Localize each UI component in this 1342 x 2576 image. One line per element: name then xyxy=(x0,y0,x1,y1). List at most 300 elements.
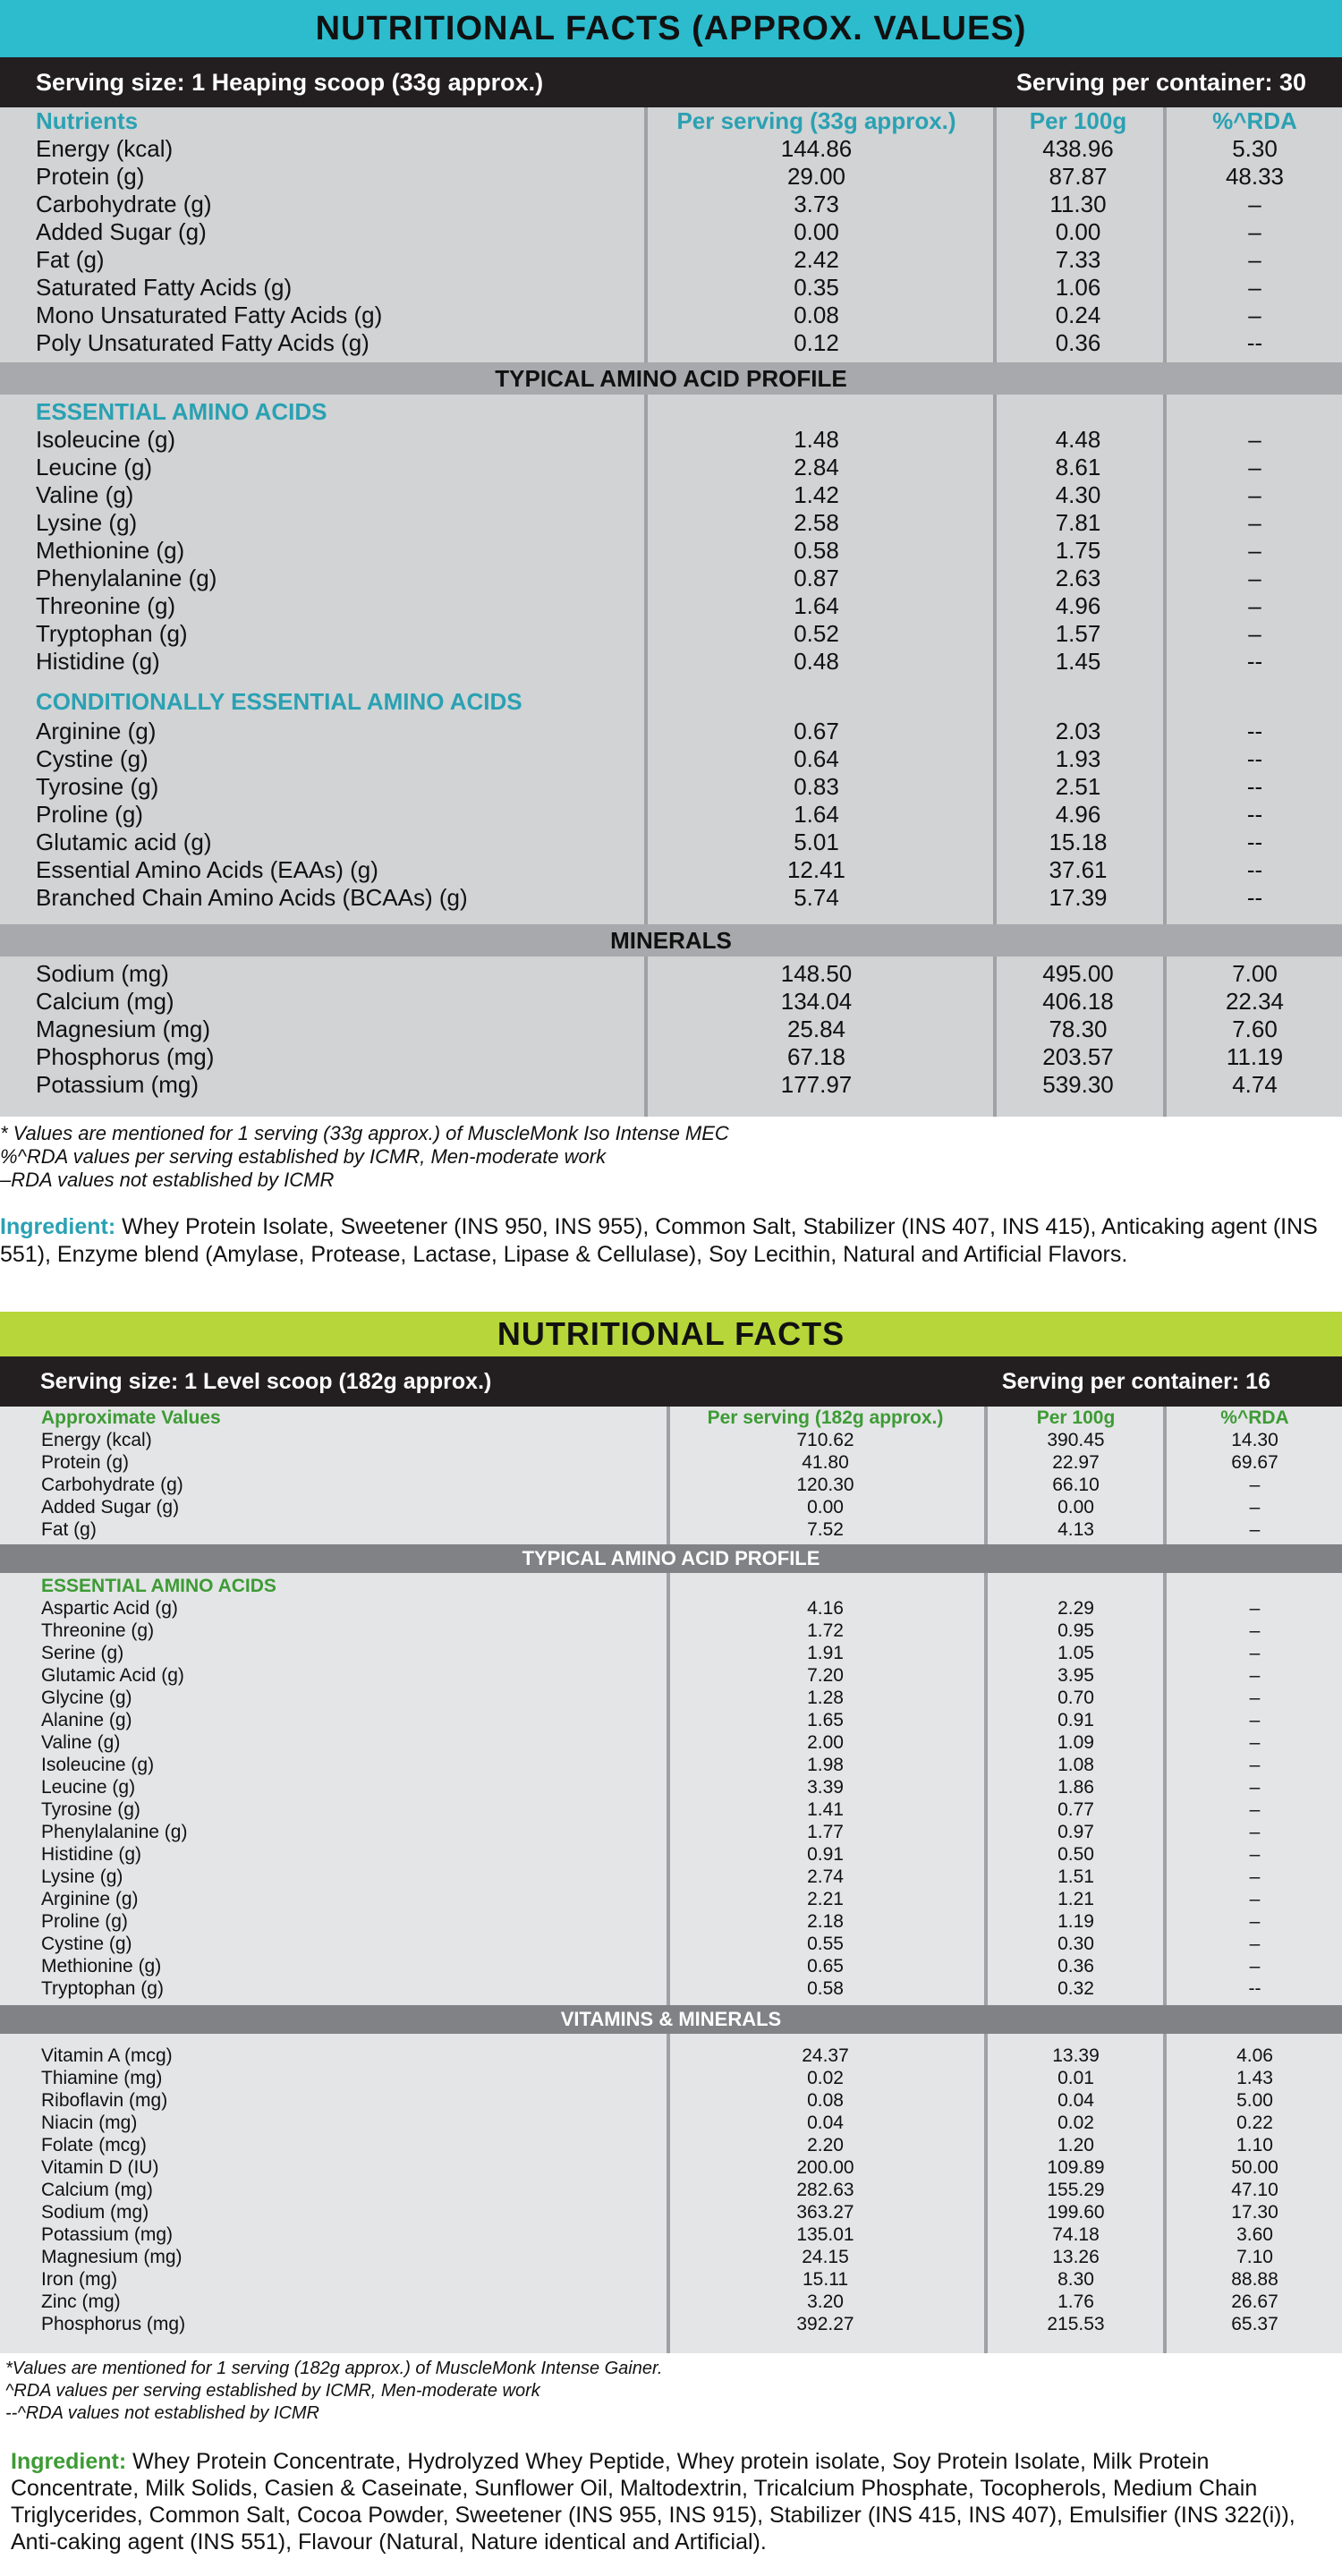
nutrient-name: Isoleucine (g) xyxy=(41,1754,155,1775)
table-row xyxy=(0,1977,1342,2000)
per-serving-value: 144.86 xyxy=(780,135,853,162)
table-row xyxy=(0,537,1342,565)
table-row xyxy=(0,1518,1342,1541)
per-100g-value: 495.00 xyxy=(1042,960,1114,987)
rda-value: -- xyxy=(1246,718,1263,744)
per-100g-value: 1.09 xyxy=(1057,1731,1094,1753)
nutrient-name: Vitamin A (mcg) xyxy=(41,2045,173,2066)
per-serving-value: 0.12 xyxy=(794,329,839,356)
rda-value: – xyxy=(1249,1776,1261,1798)
rda-value: – xyxy=(1248,274,1261,301)
table-row xyxy=(0,1798,1342,1821)
rda-value: – xyxy=(1249,1955,1261,1977)
per-100g-value: 13.26 xyxy=(1052,2246,1100,2267)
nutrient-name: Energy (kcal) xyxy=(36,135,174,162)
nutrient-name: Proline (g) xyxy=(41,1910,128,1932)
column-header: Nutrients xyxy=(36,107,139,134)
per-serving-value: 12.41 xyxy=(786,856,846,883)
per-100g-value: 4.48 xyxy=(1055,426,1101,453)
per-100g-value: 66.10 xyxy=(1052,1474,1100,1495)
nutrient-name: Magnesium (mg) xyxy=(41,2246,183,2267)
per-serving-value: 5.01 xyxy=(794,829,839,855)
per-serving-value: 7.52 xyxy=(807,1518,844,1540)
footnote-line: * Values are mentioned for 1 serving (33g approx.) of MuscleMonk Iso Intense MEC xyxy=(0,1122,729,1144)
per-100g-value: 0.32 xyxy=(1057,1977,1094,1999)
per-serving-value: 0.00 xyxy=(794,218,839,245)
per-100g-value: 0.36 xyxy=(1057,1955,1094,1977)
per-100g-value: 4.13 xyxy=(1057,1518,1094,1540)
nutrient-name: Glutamic acid (g) xyxy=(36,829,212,855)
rda-value: – xyxy=(1248,620,1261,647)
table-row xyxy=(0,2223,1342,2246)
per-serving-value: 1.64 xyxy=(794,592,839,619)
rda-value: 14.30 xyxy=(1231,1429,1278,1450)
per-100g-value: 1.21 xyxy=(1057,1888,1094,1909)
nutrient-name: Fat (g) xyxy=(41,1518,97,1540)
rda-value: – xyxy=(1248,302,1261,328)
rda-value: -- xyxy=(1246,648,1263,675)
table-row xyxy=(0,246,1342,274)
per-100g-value: 1.57 xyxy=(1055,620,1101,647)
column-header: Per 100g xyxy=(1036,1407,1116,1428)
per-100g-value: 78.30 xyxy=(1049,1016,1108,1042)
per-serving-value: 148.50 xyxy=(780,960,853,987)
nutrient-name: Niacin (mg) xyxy=(41,2112,138,2133)
rda-value: 11.19 xyxy=(1226,1043,1284,1070)
table-row xyxy=(0,856,1342,884)
nutrition-panel-iso-intense xyxy=(0,0,1342,1279)
per-serving-value: 282.63 xyxy=(796,2179,854,2200)
footnotes xyxy=(0,1122,729,1192)
per-serving-value: 0.83 xyxy=(794,773,839,800)
per-100g-value: 539.30 xyxy=(1042,1071,1114,1098)
table-row xyxy=(0,2067,1342,2089)
rda-value: – xyxy=(1249,1709,1261,1730)
per-100g-value: 22.97 xyxy=(1052,1451,1100,1473)
per-100g-value: 8.61 xyxy=(1055,454,1101,480)
per-serving-value: 29.00 xyxy=(786,163,846,190)
table-row xyxy=(0,2268,1342,2291)
per-serving-value: 0.65 xyxy=(807,1955,844,1977)
nutrient-name: Lysine (g) xyxy=(36,509,138,536)
per-100g-value: 1.51 xyxy=(1057,1866,1094,1887)
rda-value: 7.60 xyxy=(1232,1016,1278,1042)
table-row xyxy=(0,2201,1342,2223)
nutrient-name: Potassium (mg) xyxy=(41,2223,174,2245)
per-serving-value: 1.65 xyxy=(807,1709,844,1730)
nutrient-name: Threonine (g) xyxy=(36,592,176,619)
per-serving-value: 0.02 xyxy=(807,2067,844,2088)
rda-value: – xyxy=(1248,537,1261,564)
panel-title: NUTRITIONAL FACTS (APPROX. VALUES) xyxy=(0,0,1342,57)
rda-value: -- xyxy=(1246,329,1263,356)
nutrient-name: Lysine (g) xyxy=(41,1866,123,1887)
rda-value: – xyxy=(1249,1620,1261,1641)
per-100g-value: 0.00 xyxy=(1057,1496,1094,1518)
rda-value: – xyxy=(1249,1687,1261,1708)
rda-value: – xyxy=(1248,592,1261,619)
rda-value: -- xyxy=(1246,773,1263,800)
nutrient-name: Poly Unsaturated Fatty Acids (g) xyxy=(36,329,369,356)
nutrient-name: Thiamine (mg) xyxy=(41,2067,163,2088)
footnote-line: %^RDA values per serving established by ICMR, Men-moderate work xyxy=(0,1145,607,1168)
per-serving-value: 120.30 xyxy=(796,1474,854,1495)
per-serving-value: 710.62 xyxy=(796,1429,854,1450)
table-row xyxy=(0,1910,1342,1933)
rda-value: -- xyxy=(1246,745,1263,772)
nutrient-name: Glutamic Acid (g) xyxy=(41,1664,184,1686)
per-serving-value: 1.64 xyxy=(794,801,839,828)
per-100g-value: 1.75 xyxy=(1055,537,1101,564)
table-row xyxy=(0,1731,1342,1754)
nutrient-name: Protein (g) xyxy=(41,1451,130,1473)
table-row xyxy=(0,2134,1342,2156)
nutrient-name: Sodium (mg) xyxy=(41,2201,149,2223)
per-serving-value: 0.67 xyxy=(794,718,839,744)
per-100g-value: 155.29 xyxy=(1047,2179,1105,2200)
ingredient-label: Ingredient: xyxy=(11,2449,127,2474)
per-serving-value: 0.64 xyxy=(794,745,839,772)
table-row xyxy=(0,1709,1342,1731)
nutrient-name: Iron (mg) xyxy=(41,2268,118,2290)
nutrition-table xyxy=(0,107,1342,1117)
per-100g-value: 0.95 xyxy=(1057,1620,1094,1641)
per-serving-value: 0.08 xyxy=(807,2089,844,2111)
per-100g-value: 199.60 xyxy=(1047,2201,1105,2223)
per-serving-value: 2.58 xyxy=(794,509,839,536)
table-row xyxy=(0,1071,1342,1099)
rda-value: – xyxy=(1248,565,1261,591)
per-serving-value: 0.58 xyxy=(807,1977,844,1999)
per-serving-value: 3.20 xyxy=(807,2291,844,2312)
nutrient-name: Saturated Fatty Acids (g) xyxy=(36,274,293,301)
per-100g-value: 0.77 xyxy=(1057,1798,1094,1820)
table-row xyxy=(0,426,1342,454)
rda-value: – xyxy=(1249,1597,1261,1619)
nutrition-table xyxy=(0,1407,1342,2353)
rda-value: 48.33 xyxy=(1225,163,1285,190)
per-serving-value: 41.80 xyxy=(802,1451,849,1473)
table-row xyxy=(0,218,1342,246)
column-header-row xyxy=(0,107,1342,135)
per-serving-value: 1.42 xyxy=(794,481,839,508)
nutrient-name: Arginine (g) xyxy=(36,718,157,744)
per-100g-value: 109.89 xyxy=(1047,2156,1105,2178)
per-serving-value: 2.00 xyxy=(807,1731,844,1753)
nutrient-name: Fat (g) xyxy=(36,246,105,273)
per-100g-value: 37.61 xyxy=(1049,856,1108,883)
table-row xyxy=(0,960,1342,988)
rda-value: – xyxy=(1248,509,1261,536)
column-header: %^RDA xyxy=(1212,107,1297,134)
nutrient-name: Phosphorus (mg) xyxy=(36,1043,215,1070)
table-row xyxy=(0,2246,1342,2268)
nutrient-name: Phosphorus (mg) xyxy=(41,2313,186,2334)
nutrient-name: Phenylalanine (g) xyxy=(36,565,217,591)
serving-info-bar xyxy=(0,1356,1342,1407)
rda-value: – xyxy=(1249,1642,1261,1663)
per-serving-value: 15.11 xyxy=(803,2268,848,2290)
conditional-amino-header xyxy=(0,688,1342,716)
table-row xyxy=(0,884,1342,912)
column-header: Per 100g xyxy=(1029,107,1127,134)
table-row xyxy=(0,745,1342,773)
per-100g-value: 17.39 xyxy=(1049,884,1108,911)
essential-amino-header-label: ESSENTIAL AMINO ACIDS xyxy=(36,398,327,425)
per-serving-value: 5.74 xyxy=(794,884,839,911)
table-row xyxy=(0,718,1342,745)
nutrition-panel-intense-gainer xyxy=(0,1312,1342,2576)
table-row xyxy=(0,801,1342,829)
rda-value: – xyxy=(1249,1731,1261,1753)
per-serving-value: 7.20 xyxy=(807,1664,844,1686)
nutrient-name: Methionine (g) xyxy=(41,1955,162,1977)
per-100g-value: 0.36 xyxy=(1055,329,1101,356)
nutrient-name: Cystine (g) xyxy=(41,1933,132,1954)
table-row xyxy=(0,1821,1342,1843)
rda-value: – xyxy=(1249,1933,1261,1954)
rda-value: 0.22 xyxy=(1236,2112,1273,2133)
per-serving-value: 2.18 xyxy=(807,1910,844,1932)
table-row xyxy=(0,481,1342,509)
rda-value: 22.34 xyxy=(1225,988,1285,1015)
table-row xyxy=(0,1043,1342,1071)
nutrient-name: Mono Unsaturated Fatty Acids (g) xyxy=(36,302,383,328)
nutrient-name: Aspartic Acid (g) xyxy=(41,1597,178,1619)
ingredient-statement xyxy=(11,2448,1335,2555)
rda-value: 4.74 xyxy=(1232,1071,1278,1098)
per-100g-value: 0.70 xyxy=(1057,1687,1094,1708)
table-row xyxy=(0,509,1342,537)
per-100g-value: 7.81 xyxy=(1055,509,1101,536)
serving-per-container: Serving per container: 30 xyxy=(1015,68,1306,96)
per-serving-value: 25.84 xyxy=(786,1016,846,1042)
per-100g-value: 406.18 xyxy=(1042,988,1114,1015)
per-100g-value: 74.18 xyxy=(1052,2223,1100,2245)
per-serving-value: 200.00 xyxy=(796,2156,854,2178)
nutrient-name: Phenylalanine (g) xyxy=(41,1821,188,1842)
rda-value: – xyxy=(1248,246,1261,273)
nutrient-name: Glycine (g) xyxy=(41,1687,132,1708)
per-serving-value: 0.58 xyxy=(794,537,839,564)
rda-value: 88.88 xyxy=(1231,2268,1278,2290)
per-serving-value: 1.77 xyxy=(807,1821,844,1842)
minerals-band: MINERALS xyxy=(0,924,1342,956)
table-row xyxy=(0,1776,1342,1798)
rda-value: – xyxy=(1248,426,1261,453)
footnote-line: --^RDA values not established by ICMR xyxy=(5,2403,319,2423)
per-serving-value: 2.84 xyxy=(794,454,839,480)
rda-value: – xyxy=(1249,1518,1261,1540)
per-100g-value: 0.01 xyxy=(1057,2067,1094,2088)
amino-profile-band: TYPICAL AMINO ACID PROFILE xyxy=(0,1544,1342,1573)
nutrient-name: Zinc (mg) xyxy=(41,2291,121,2312)
nutrient-name: Branched Chain Amino Acids (BCAAs) (g) xyxy=(36,884,468,911)
rda-value: -- xyxy=(1246,884,1263,911)
nutrient-name: Arginine (g) xyxy=(41,1888,139,1909)
per-serving-value: 2.42 xyxy=(794,246,839,273)
per-serving-value: 24.37 xyxy=(802,2045,849,2066)
per-100g-value: 2.03 xyxy=(1055,718,1101,744)
per-serving-value: 3.73 xyxy=(794,191,839,217)
table-row xyxy=(0,274,1342,302)
nutrient-name: Sodium (mg) xyxy=(36,960,169,987)
per-100g-value: 0.97 xyxy=(1057,1821,1094,1842)
table-row xyxy=(0,1016,1342,1043)
rda-value: – xyxy=(1248,481,1261,508)
nutrient-name: Energy (kcal) xyxy=(41,1429,152,1450)
rda-value: – xyxy=(1249,1821,1261,1842)
rda-value: – xyxy=(1249,1866,1261,1887)
per-100g-value: 203.57 xyxy=(1042,1043,1114,1070)
column-header: Approximate Values xyxy=(41,1407,221,1428)
table-row xyxy=(0,1620,1342,1642)
ingredient-label: Ingredient: xyxy=(0,1214,116,1239)
nutrient-name: Serine (g) xyxy=(41,1642,124,1663)
per-serving-value: 67.18 xyxy=(786,1043,846,1070)
footnote-line: *Values are mentioned for 1 serving (182g approx.) of MuscleMonk Intense Gainer. xyxy=(5,2359,663,2378)
per-100g-value: 1.06 xyxy=(1055,274,1101,301)
per-100g-value: 1.19 xyxy=(1057,1910,1094,1932)
nutrient-name: Vitamin D (IU) xyxy=(41,2156,159,2178)
nutrient-name: Tryptophan (g) xyxy=(36,620,188,647)
table-row xyxy=(0,2089,1342,2112)
per-100g-value: 390.45 xyxy=(1047,1429,1105,1450)
table-row xyxy=(0,1429,1342,1451)
rda-value: – xyxy=(1248,191,1261,217)
footnotes xyxy=(5,2358,662,2425)
per-100g-value: 2.51 xyxy=(1055,773,1101,800)
per-serving-value: 0.91 xyxy=(807,1843,844,1865)
per-serving-value: 1.41 xyxy=(807,1798,844,1820)
per-serving-value: 0.52 xyxy=(794,620,839,647)
per-100g-value: 0.02 xyxy=(1057,2112,1094,2133)
nutrient-name: Alanine (g) xyxy=(41,1709,132,1730)
rda-value: 5.30 xyxy=(1232,135,1278,162)
conditional-amino-header-label: CONDITIONALLY ESSENTIAL AMINO ACIDS xyxy=(36,688,522,715)
rda-value: -- xyxy=(1246,829,1263,855)
per-100g-value: 4.30 xyxy=(1055,481,1101,508)
per-serving-value: 177.97 xyxy=(780,1071,853,1098)
per-100g-value: 0.04 xyxy=(1057,2089,1094,2111)
rda-value: 1.10 xyxy=(1236,2134,1273,2155)
per-100g-value: 2.63 xyxy=(1055,565,1101,591)
table-row xyxy=(0,620,1342,648)
per-100g-value: 0.50 xyxy=(1057,1843,1094,1865)
table-row xyxy=(0,2179,1342,2201)
nutrient-name: Isoleucine (g) xyxy=(36,426,176,453)
per-serving-value: 0.00 xyxy=(807,1496,844,1518)
ingredient-text: Whey Protein Concentrate, Hydrolyzed Whey Peptide, Whey protein isolate, Soy Protein Isolate, Milk Protein Concentrate, Milk Solids, Casien & Caseinate, Sunflower Oil, Maltodextrin, Tricalcium Phosphate, Tocopherols, Medium Chain Triglycerides, Common Salt, Cocoa Powder, Sweetener (INS 955, INS 915), Stabilizer (INS 415, INS 407), Emulsifier (INS 322(i)), Anti-caking agent (INS 551), Flavour (Natural, Nature identical and Artificial). xyxy=(11,2449,1295,2555)
rda-value: 50.00 xyxy=(1231,2156,1278,2178)
nutrient-name: Tyrosine (g) xyxy=(41,1798,140,1820)
panel-title: NUTRITIONAL FACTS xyxy=(0,1312,1342,1356)
nutrient-name: Tryptophan (g) xyxy=(41,1977,164,1999)
per-100g-value: 215.53 xyxy=(1047,2313,1105,2334)
per-serving-value: 1.72 xyxy=(807,1620,844,1641)
nutrient-name: Added Sugar (g) xyxy=(41,1496,180,1518)
nutrient-name: Essential Amino Acids (EAAs) (g) xyxy=(36,856,378,883)
per-100g-value: 1.45 xyxy=(1055,648,1101,675)
per-100g-value: 4.96 xyxy=(1055,592,1101,619)
nutrient-name: Protein (g) xyxy=(36,163,145,190)
table-row xyxy=(0,1664,1342,1687)
rda-value: 17.30 xyxy=(1231,2201,1278,2223)
per-100g-value: 0.30 xyxy=(1057,1933,1094,1954)
table-row xyxy=(0,2045,1342,2067)
rda-value: – xyxy=(1249,1474,1261,1495)
rda-value: 7.10 xyxy=(1236,2246,1273,2267)
per-100g-value: 0.91 xyxy=(1057,1709,1094,1730)
per-serving-value: 363.27 xyxy=(796,2201,854,2223)
table-row xyxy=(0,163,1342,191)
nutrient-name: Valine (g) xyxy=(36,481,134,508)
rda-value: 3.60 xyxy=(1236,2223,1273,2245)
rda-value: – xyxy=(1249,1910,1261,1932)
essential-amino-header-label: ESSENTIAL AMINO ACIDS xyxy=(41,1575,276,1596)
table-row xyxy=(0,988,1342,1016)
nutrient-name: Carbohydrate (g) xyxy=(41,1474,183,1495)
per-100g-value: 3.95 xyxy=(1057,1664,1094,1686)
per-serving-value: 2.20 xyxy=(807,2134,844,2155)
column-header: %^RDA xyxy=(1220,1407,1289,1428)
per-100g-value: 11.30 xyxy=(1049,191,1107,217)
table-row xyxy=(0,2112,1342,2134)
table-row xyxy=(0,1687,1342,1709)
per-100g-value: 15.18 xyxy=(1049,829,1108,855)
rda-value: – xyxy=(1249,1843,1261,1865)
column-header: Per serving (33g approx.) xyxy=(676,107,956,134)
per-serving-value: 1.28 xyxy=(807,1687,844,1708)
per-100g-value: 1.20 xyxy=(1057,2134,1094,2155)
nutrient-name: Cystine (g) xyxy=(36,745,149,772)
table-row xyxy=(0,1451,1342,1474)
table-row xyxy=(0,1843,1342,1866)
rda-value: – xyxy=(1249,1664,1261,1686)
nutrient-name: Valine (g) xyxy=(41,1731,121,1753)
table-row xyxy=(0,1642,1342,1664)
amino-profile-band: TYPICAL AMINO ACID PROFILE xyxy=(0,362,1342,395)
per-serving-value: 0.35 xyxy=(794,274,839,301)
per-100g-value: 87.87 xyxy=(1049,163,1108,190)
column-header: Per serving (182g approx.) xyxy=(707,1407,944,1428)
ingredient-statement xyxy=(0,1213,1342,1269)
table-row xyxy=(0,1496,1342,1518)
table-row xyxy=(0,2291,1342,2313)
table-row xyxy=(0,1474,1342,1496)
per-serving-value: 135.01 xyxy=(796,2223,854,2245)
table-row xyxy=(0,454,1342,481)
nutrient-name: Folate (mcg) xyxy=(41,2134,147,2155)
per-100g-value: 1.05 xyxy=(1057,1642,1094,1663)
rda-value: – xyxy=(1248,454,1261,480)
footnote-line: –RDA values not established by ICMR xyxy=(0,1169,335,1191)
table-row xyxy=(0,1866,1342,1888)
rda-value: -- xyxy=(1248,1977,1261,1999)
rda-value: – xyxy=(1249,1798,1261,1820)
essential-amino-header xyxy=(0,1575,1342,1597)
nutrient-name: Methionine (g) xyxy=(36,537,185,564)
rda-value: -- xyxy=(1246,801,1263,828)
rda-value: – xyxy=(1249,1888,1261,1909)
table-row xyxy=(0,1955,1342,1977)
table-row xyxy=(0,1754,1342,1776)
nutrient-name: Magnesium (mg) xyxy=(36,1016,211,1042)
nutrient-name: Carbohydrate (g) xyxy=(36,191,212,217)
per-100g-value: 13.39 xyxy=(1052,2045,1100,2066)
nutrient-name: Tyrosine (g) xyxy=(36,773,159,800)
table-row xyxy=(0,329,1342,357)
